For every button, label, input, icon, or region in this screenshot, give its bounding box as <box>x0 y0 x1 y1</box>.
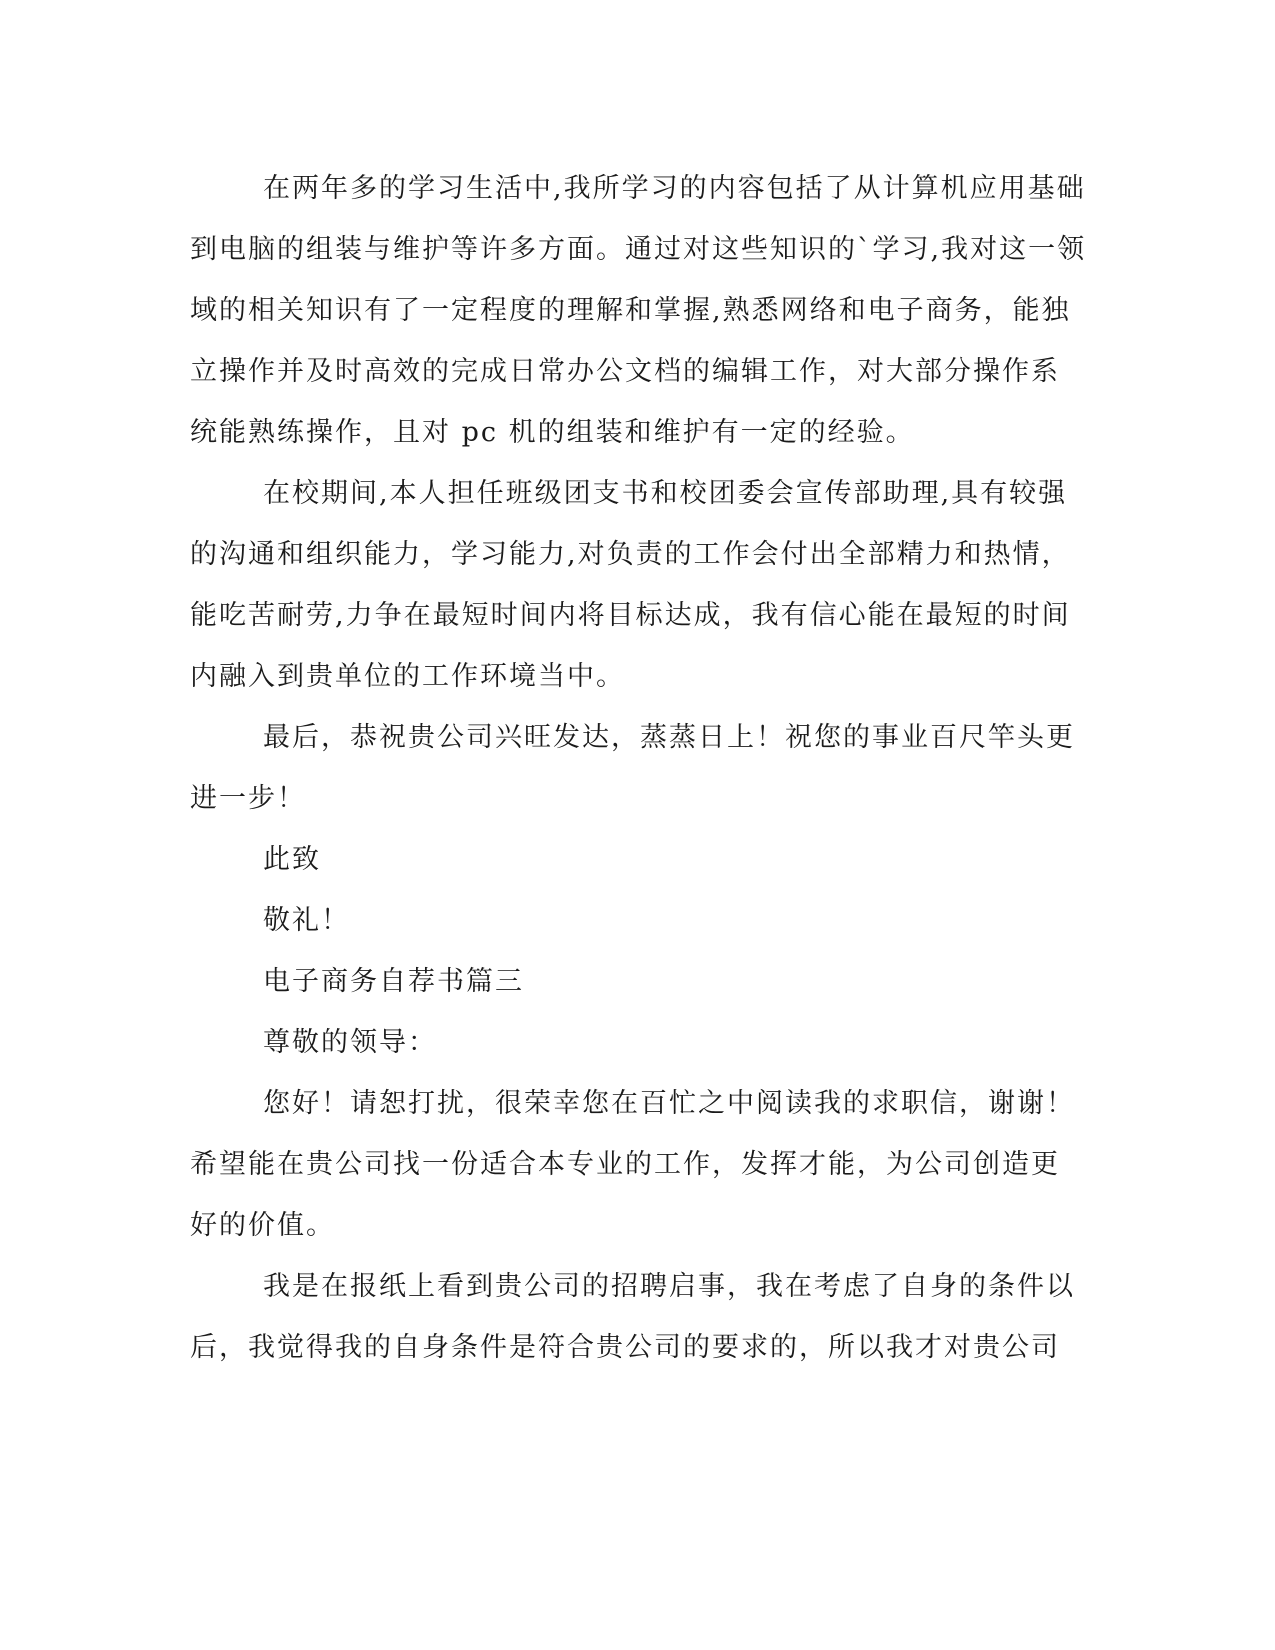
paragraph-line: 最后，恭祝贵公司兴旺发达，蒸蒸日上！祝您的事业百尺竿头更 <box>263 722 1075 753</box>
paragraph-line: 进一步！ <box>190 783 306 814</box>
paragraph-line: 到电脑的组装与维护等许多方面。通过对这些知识的`学习,我对这一领 <box>190 234 1087 265</box>
paragraph-line: 域的相关知识有了一定程度的理解和掌握,熟悉网络和电子商务，能独 <box>190 295 1071 326</box>
paragraph-line: 后，我觉得我的自身条件是符合贵公司的要求的，所以我才对贵公司 <box>190 1332 1060 1363</box>
paragraph-line: 的沟通和组织能力，学习能力,对负责的工作会付出全部精力和热情， <box>190 539 1071 570</box>
section-heading: 电子商务自荐书篇三 <box>263 966 524 997</box>
paragraph-line: 立操作并及时高效的完成日常办公文档的编辑工作，对大部分操作系 <box>190 356 1060 387</box>
closing-regards: 敬礼！ <box>263 905 350 936</box>
paragraph-line: 您好！请恕打扰，很荣幸您在百忙之中阅读我的求职信，谢谢！ <box>263 1088 1075 1119</box>
paragraph-line: 能吃苦耐劳,力争在最短时间内将目标达成，我有信心能在最短的时间 <box>190 600 1071 631</box>
paragraph-line: 在校期间,本人担任班级团支书和校团委会宣传部助理,具有较强 <box>263 478 1068 509</box>
letter-body <box>190 158 1085 1378</box>
paragraph-line: 内融入到贵单位的工作环境当中。 <box>190 661 625 692</box>
paragraph-line: 好的价值。 <box>190 1210 335 1241</box>
paragraph-line: 希望能在贵公司找一份适合本专业的工作，发挥才能，为公司创造更 <box>190 1149 1060 1180</box>
closing-salutation: 此致 <box>263 844 321 875</box>
paragraph-line: 统能熟练操作，且对 pc 机的组装和维护有一定的经验。 <box>190 417 915 448</box>
paragraph-line: 在两年多的学习生活中,我所学习的内容包括了从计算机应用基础 <box>263 173 1086 204</box>
paragraph-line: 我是在报纸上看到贵公司的招聘启事，我在考虑了自身的条件以 <box>263 1271 1075 1302</box>
greeting: 尊敬的领导： <box>263 1027 437 1058</box>
